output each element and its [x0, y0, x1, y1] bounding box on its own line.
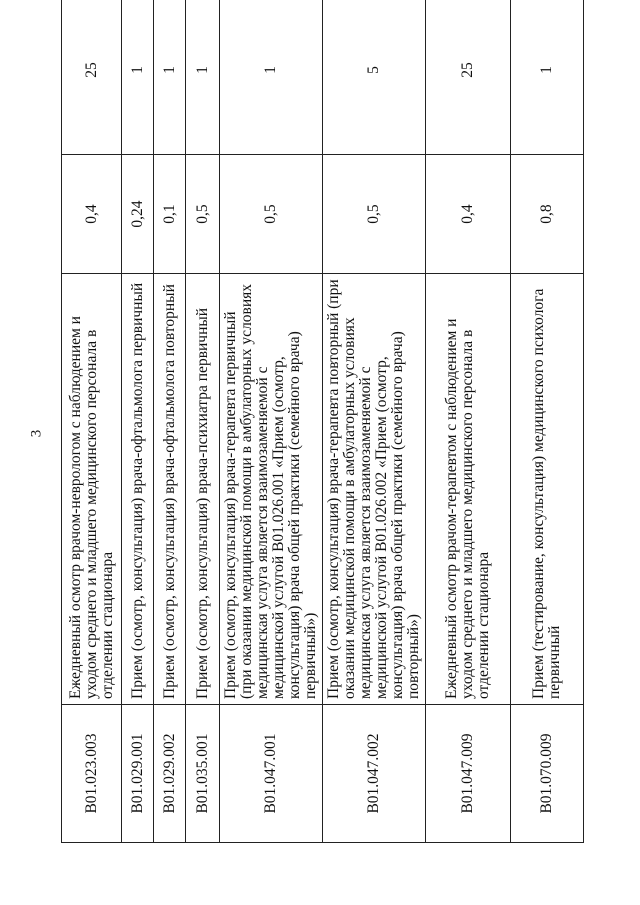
- multiplicity-cell: 25: [426, 0, 511, 155]
- frequency-coefficient-cell: 0,5: [323, 155, 426, 274]
- service-code-cell: B01.047.002: [323, 705, 426, 843]
- table-row: [154, 0, 186, 843]
- table-row: [511, 0, 584, 843]
- frequency-coefficient-cell: 0,5: [186, 155, 220, 274]
- service-name-cell: Прием (осмотр, консультация) врача-терапевта повторный (при оказании медицинской помощи в амбулаторных условиях медицинская услуга является взаимозаменяемой с медицинской услугой B01.026.002 «Прием (осмотр, консультация) врача общей практики (семейного врача) повторный»): [323, 274, 426, 705]
- multiplicity-cell: 1: [511, 0, 584, 155]
- service-name-cell: Прием (осмотр, консультация) врача-офтальмолога повторный: [154, 274, 186, 705]
- frequency-coefficient-cell: 0,5: [220, 155, 323, 274]
- service-code-cell: B01.035.001: [186, 705, 220, 843]
- service-code-cell: B01.023.003: [62, 705, 122, 843]
- service-code-cell: B01.047.001: [220, 705, 323, 843]
- table-row: [220, 0, 323, 843]
- multiplicity-cell: 5: [323, 0, 426, 155]
- service-name-cell: Прием (тестирование, консультация) медицинского психолога первичный: [511, 274, 584, 705]
- frequency-coefficient-cell: 0,8: [511, 155, 584, 274]
- frequency-coefficient-cell: 0,1: [154, 155, 186, 274]
- rotated-table-container: [61, 30, 583, 843]
- service-name-cell: Ежедневный осмотр врачом-неврологом с наблюдением и уходом среднего и младшего медицинского персонала в отделении стационара: [62, 274, 122, 705]
- service-code-cell: B01.029.001: [122, 705, 154, 843]
- service-name-cell: Прием (осмотр, консультация) врача-офтальмолога первичный: [122, 274, 154, 705]
- multiplicity-cell: 1: [154, 0, 186, 155]
- medical-services-table: [61, 0, 584, 843]
- frequency-coefficient-cell: 0,24: [122, 155, 154, 274]
- service-name-cell: Прием (осмотр, консультация) врача-терапевта первичный (при оказании медицинской помощи в амбулаторных условиях медицинская услуга является взаимозаменяемой с медицинской услугой B01.026.001 «Прием (осмотр, консультация) врача общей практики (семейного врача) первичный»): [220, 274, 323, 705]
- multiplicity-cell: 1: [122, 0, 154, 155]
- service-code-cell: B01.070.009: [511, 705, 584, 843]
- table-row: [62, 0, 122, 843]
- page-number: 3: [28, 429, 45, 438]
- service-code-cell: B01.047.009: [426, 705, 511, 843]
- multiplicity-cell: 1: [220, 0, 323, 155]
- table-row: [186, 0, 220, 843]
- multiplicity-cell: 25: [62, 0, 122, 155]
- frequency-coefficient-cell: 0,4: [62, 155, 122, 274]
- multiplicity-cell: 1: [186, 0, 220, 155]
- service-name-cell: Ежедневный осмотр врачом-терапевтом с наблюдением и уходом среднего и младшего медицинского персонала в отделении стационара: [426, 274, 511, 705]
- table-row: [426, 0, 511, 843]
- frequency-coefficient-cell: 0,4: [426, 155, 511, 274]
- service-code-cell: B01.029.002: [154, 705, 186, 843]
- table-row: [323, 0, 426, 843]
- service-name-cell: Прием (осмотр, консультация) врача-психиатра первичный: [186, 274, 220, 705]
- table-row: [122, 0, 154, 843]
